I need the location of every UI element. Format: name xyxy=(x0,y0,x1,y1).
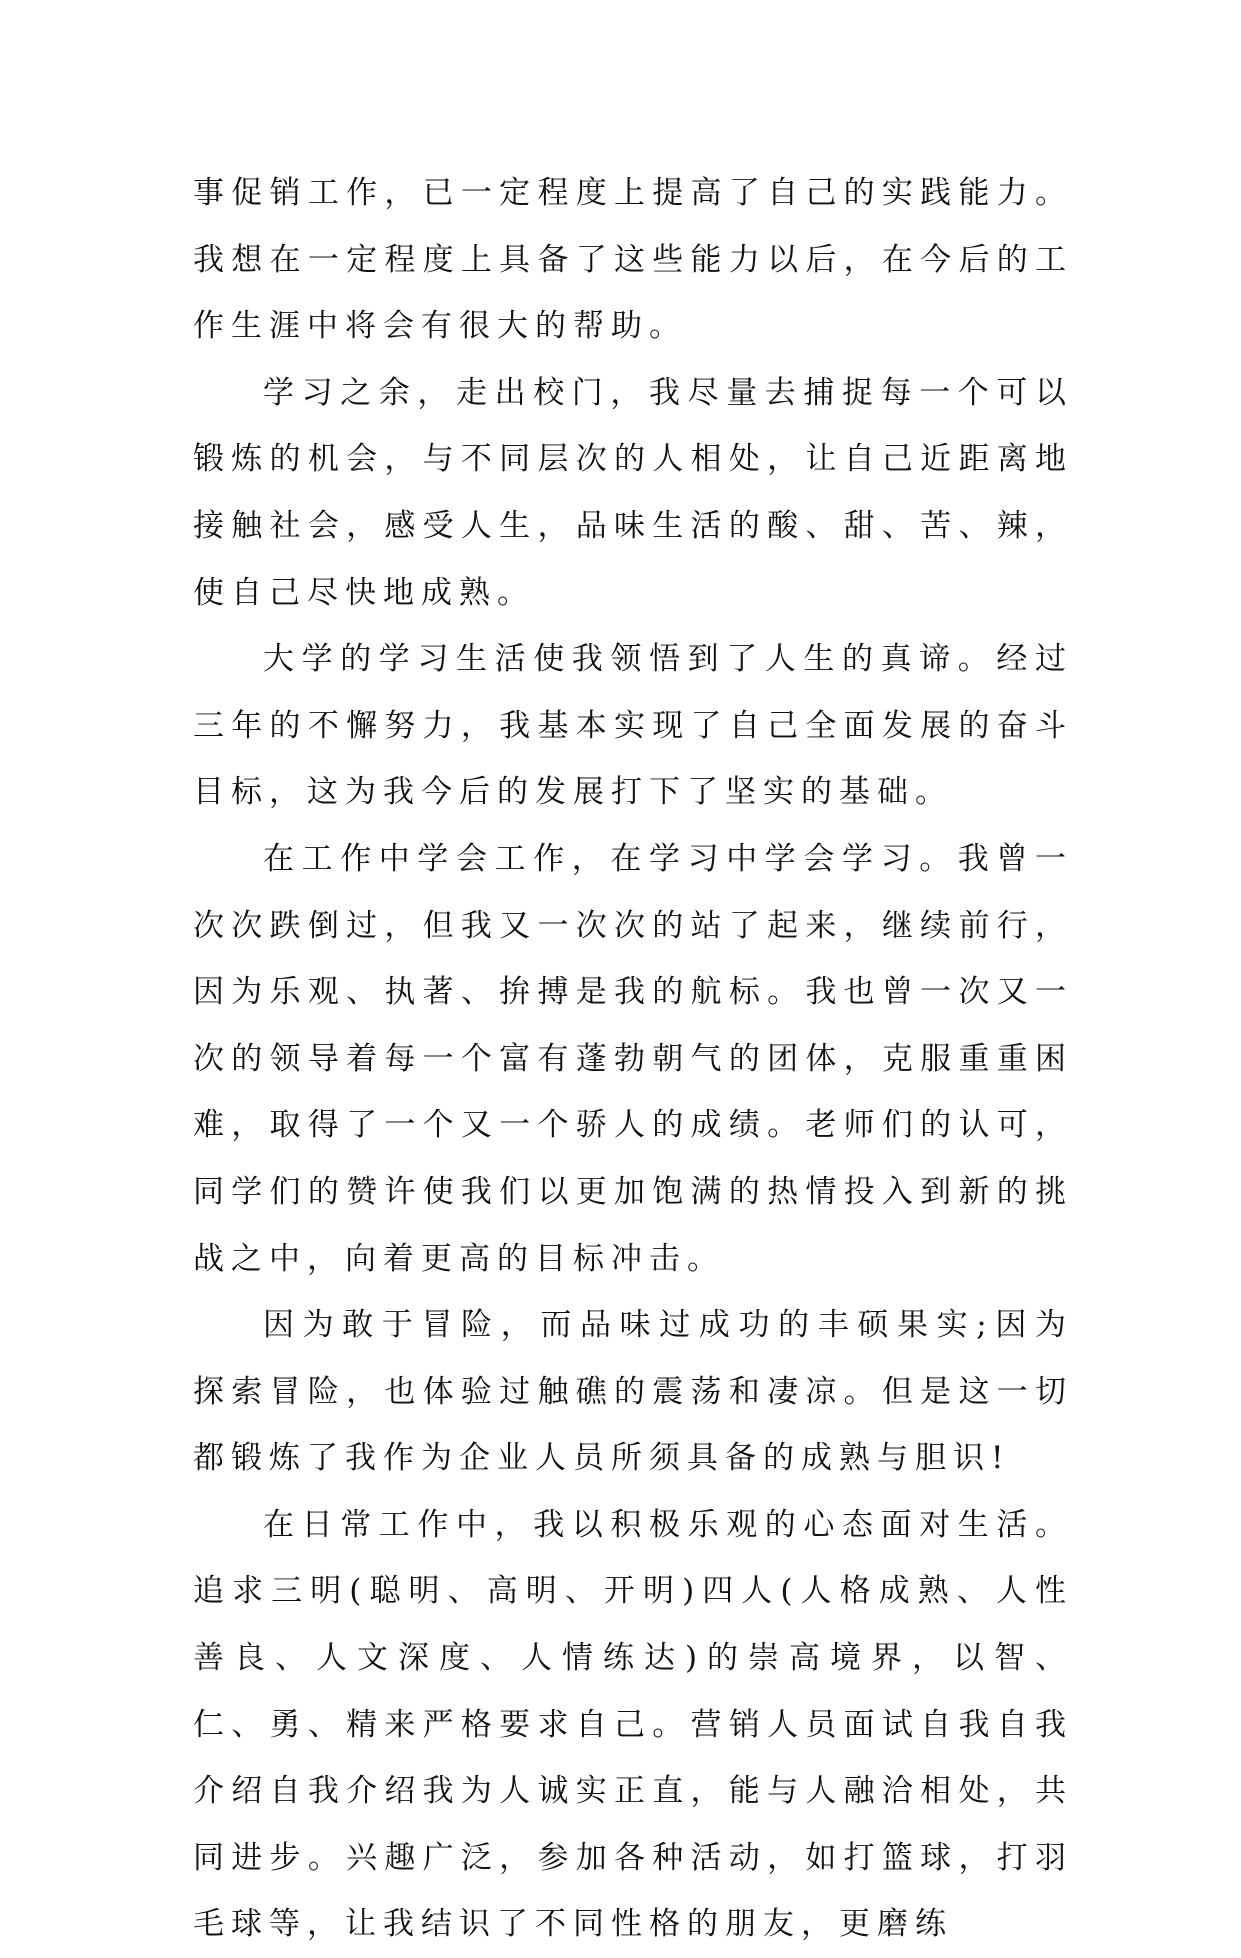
paragraph-continuation: 事促销工作，已一定程度上提高了自己的实践能力。我想在一定程度上具备了这些能力以后，在今后的工作生涯中将会有很大的帮助。 xyxy=(193,175,1073,345)
paragraph-after-school: 学习之余，走出校门，我尽量去捕捉每一个可以锻炼的机会，与不同层次的人相处，让自己近距离地接触社会，感受人生，品味生活的酸、甜、苦、辣，使自己尽快地成熟。 xyxy=(193,374,1073,611)
paragraph-daily-work: 在日常工作中，我以积极乐观的心态面对生活。追求三明(聪明、高明、开明)四人(人格成熟、人性善良、人文深度、人情练达)的崇高境界，以智、仁、勇、精来严格要求自己。营销人员面试自我自我介绍自我介绍我为人诚实正直，能与人融洽相处，共同进步。兴趣广泛，参加各种活动，如打篮球，打羽毛球等，让我结识了不同性格的朋友，更磨练 xyxy=(193,1506,1073,1943)
document-body xyxy=(193,160,1073,1958)
paragraph-work-and-study: 在工作中学会工作，在学习中学会学习。我曾一次次跌倒过，但我又一次次的站了起来，继续前行，因为乐观、执著、拚搏是我的航标。我也曾一次又一次的领导着每一个富有蓬勃朝气的团体，克服重重困难，取得了一个又一个骄人的成绩。老师们的认可，同学们的赞许使我们以更加饱满的热情投入到新的挑战之中，向着更高的目标冲击。 xyxy=(193,840,1073,1277)
paragraph-risk-taking: 因为敢于冒险，而品味过成功的丰硕果实;因为探索冒险，也体验过触礁的震荡和凄凉。但是这一切都锻炼了我作为企业人员所须具备的成熟与胆识! xyxy=(193,1307,1073,1477)
paragraph-university-life: 大学的学习生活使我领悟到了人生的真谛。经过三年的不懈努力，我基本实现了自己全面发展的奋斗目标，这为我今后的发展打下了坚实的基础。 xyxy=(193,641,1073,811)
